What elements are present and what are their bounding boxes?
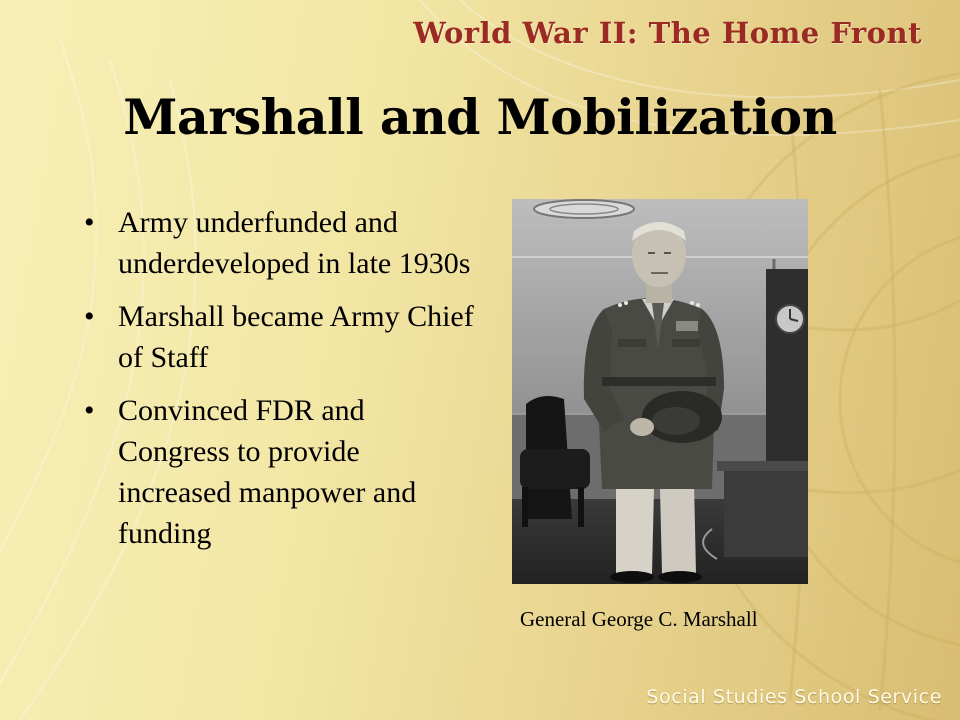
bullet-dot-icon: • — [84, 394, 95, 427]
bullet-list — [84, 202, 474, 566]
bullet-text: Convinced FDR and Congress to provide increased manpower and funding — [118, 394, 417, 550]
photo-caption: General George C. Marshall — [520, 607, 758, 631]
portrait-photo-image — [512, 199, 808, 584]
bullet-item — [84, 390, 474, 554]
bullet-item — [84, 296, 474, 378]
bullet-text: Marshall became Army Chief of Staff — [118, 300, 474, 374]
footer-brand: Social Studies School Service — [646, 686, 942, 708]
bullet-dot-icon: • — [84, 206, 95, 239]
bullet-item — [84, 202, 474, 284]
bullet-text: Army underfunded and underdeveloped in late 1930s — [118, 206, 471, 280]
slide-title: Marshall and Mobilization — [123, 88, 837, 146]
series-title: World War II: The Home Front — [413, 16, 922, 50]
bullet-dot-icon: • — [84, 300, 95, 333]
portrait-photo — [512, 199, 808, 584]
